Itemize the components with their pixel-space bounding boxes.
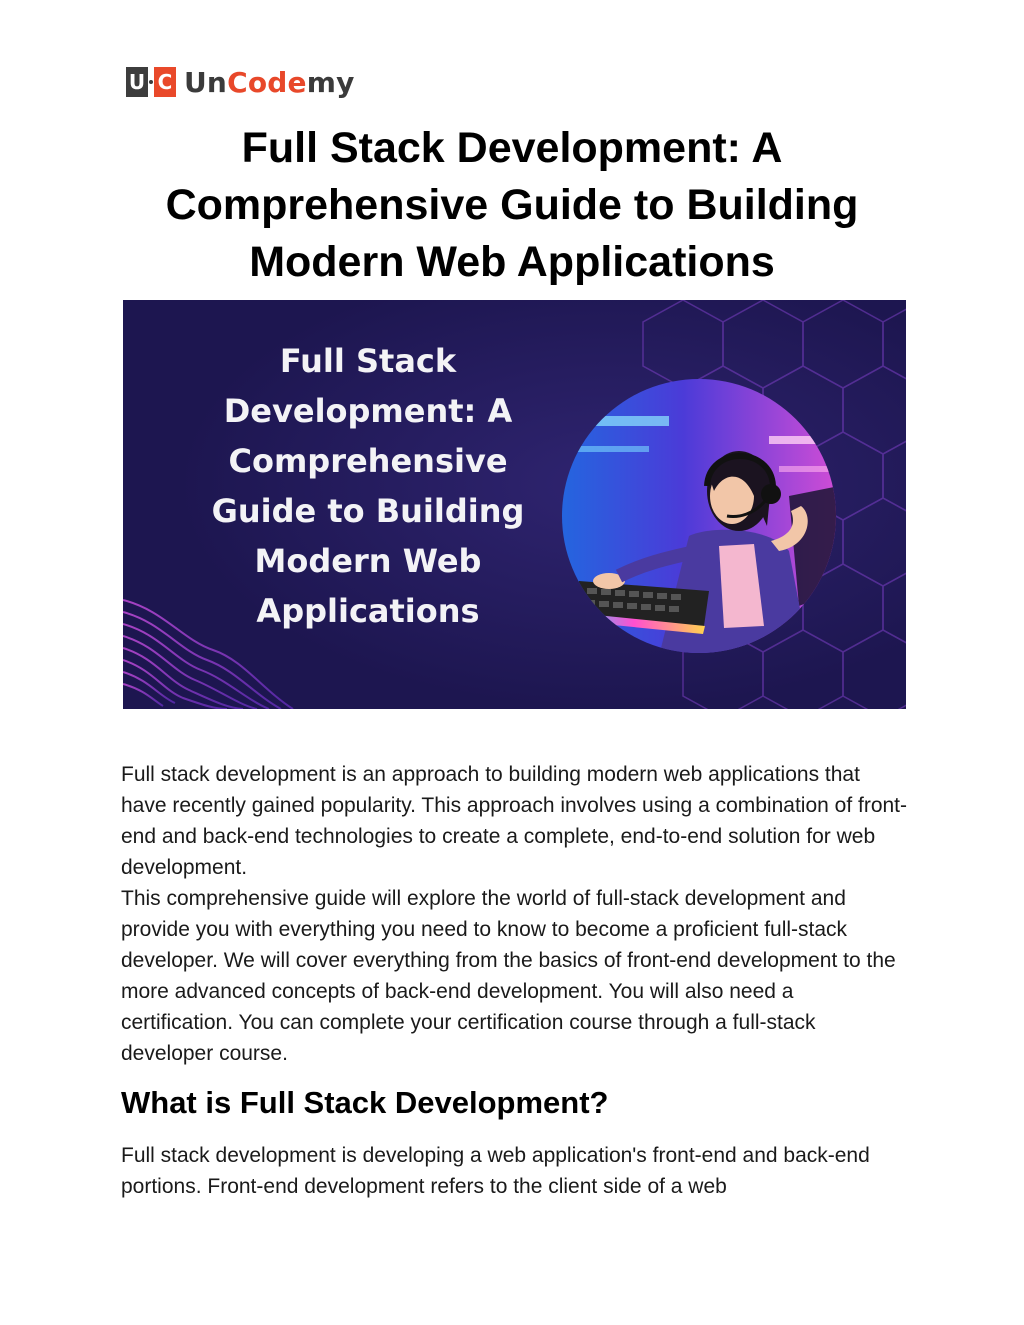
logo-mark-c: C — [154, 67, 176, 97]
logo-text-code: Code — [227, 65, 307, 99]
logo-mark-u: U — [126, 67, 148, 97]
page-title: Full Stack Development: A Comprehensive Guide to Building Modern Web Applications — [165, 124, 859, 286]
logo-text-my: my — [306, 65, 355, 99]
gamer-woman-photo — [539, 376, 859, 656]
intro-text — [121, 759, 911, 1069]
logo-text-un: Un — [184, 65, 228, 99]
hero-title-text: Full Stack Development: A Comprehensive Guide to Building Modern Web Applications — [211, 342, 525, 630]
hero-banner-image — [123, 300, 906, 709]
logo-mark-icon — [126, 67, 176, 97]
section-text — [121, 1140, 911, 1202]
intro-paragraph-1: Full stack development is an approach to building modern web applications that have recently gained popularity. This approach involves using a combination of front-end and back-end technologies to create a complete, end-to-end solution for web development. — [121, 763, 908, 879]
section-paragraph: Full stack development is developing a web application's front-end and back-end portions. Front-end development refers to the client side of a web — [121, 1144, 870, 1198]
intro-paragraph-2: This comprehensive guide will explore the world of full-stack development and provide you with everything you need to know to become a proficient full-stack developer. We will cover everything from the basics of front-end development to the more advanced concepts of back-end development. You will also need a certification. You can complete your certification course through a full-stack developer course. — [121, 887, 896, 1065]
section-heading: What is Full Stack Development? — [121, 1085, 609, 1120]
logo-wordmark — [184, 66, 355, 99]
uncodemy-logo[interactable] — [126, 64, 355, 100]
